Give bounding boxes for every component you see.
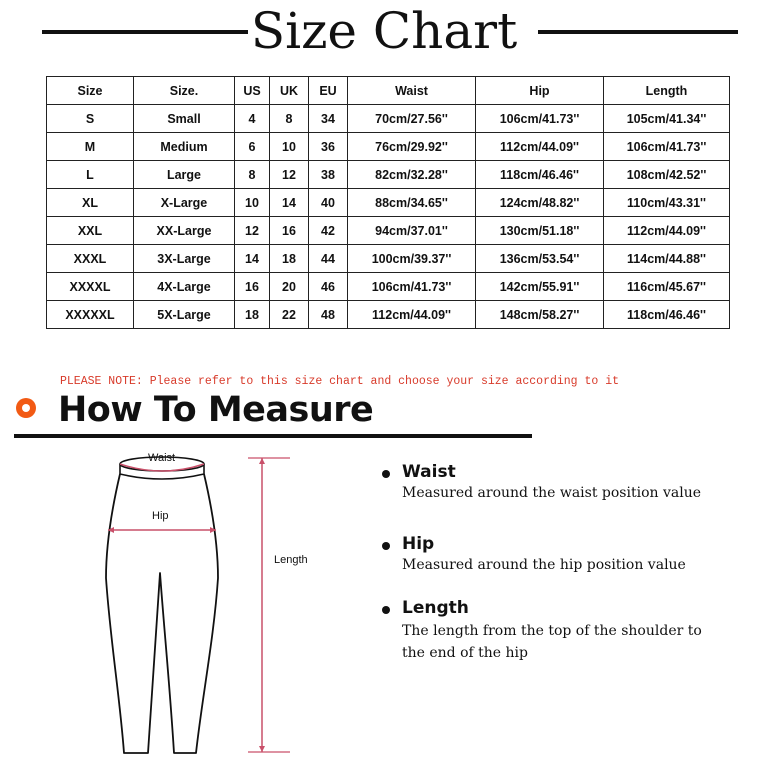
table-cell: X-Large	[134, 189, 235, 217]
table-cell: 108cm/42.52''	[604, 161, 730, 189]
table-cell: M	[47, 133, 134, 161]
measure-heading: Length	[402, 598, 469, 618]
table-cell: 82cm/32.28''	[348, 161, 476, 189]
table-cell: XL	[47, 189, 134, 217]
table-row	[47, 133, 730, 161]
table-cell: XXXXXL	[47, 301, 134, 329]
table-cell: 8	[235, 161, 270, 189]
table-cell: 94cm/37.01''	[348, 217, 476, 245]
table-cell: 70cm/27.56''	[348, 105, 476, 133]
column-header: UK	[270, 77, 309, 105]
size-note: PLEASE NOTE: Please refer to this size chart and choose your size according to it	[60, 375, 619, 388]
table-cell: 10	[270, 133, 309, 161]
table-cell: 18	[235, 301, 270, 329]
table-cell: Large	[134, 161, 235, 189]
table-cell: 106cm/41.73''	[476, 105, 604, 133]
table-cell: 8	[270, 105, 309, 133]
page-title: Size Chart	[250, 2, 518, 60]
table-cell: 40	[309, 189, 348, 217]
table-cell: 10	[235, 189, 270, 217]
table-cell: XXXL	[47, 245, 134, 273]
table-row	[47, 161, 730, 189]
table-cell: 12	[235, 217, 270, 245]
table-row	[47, 189, 730, 217]
how-to-measure-rule	[14, 434, 532, 438]
table-row	[47, 217, 730, 245]
diagram-label-waist: Waist	[148, 452, 176, 464]
table-cell: 106cm/41.73''	[604, 133, 730, 161]
table-cell: XXXXL	[47, 273, 134, 301]
column-header: Waist	[348, 77, 476, 105]
column-header: Size.	[134, 77, 235, 105]
diagram-label-length: Length	[274, 554, 308, 566]
table-cell: 88cm/34.65''	[348, 189, 476, 217]
table-cell: 16	[270, 217, 309, 245]
table-cell: 14	[270, 189, 309, 217]
table-cell: 118cm/46.46''	[604, 301, 730, 329]
table-cell: 46	[309, 273, 348, 301]
diagram-label-hip: Hip	[152, 510, 169, 522]
column-header: Size	[47, 77, 134, 105]
table-cell: 142cm/55.91''	[476, 273, 604, 301]
table-cell: 114cm/44.88''	[604, 245, 730, 273]
table-cell: S	[47, 105, 134, 133]
table-cell: 76cm/29.92''	[348, 133, 476, 161]
table-cell: 22	[270, 301, 309, 329]
table-cell: 36	[309, 133, 348, 161]
table-cell: 112cm/44.09''	[348, 301, 476, 329]
measure-text: Measured around the hip position value	[402, 557, 686, 573]
bullet-icon	[382, 542, 390, 550]
table-cell: 42	[309, 217, 348, 245]
measure-heading: Waist	[402, 462, 456, 482]
table-cell: 4	[235, 105, 270, 133]
table-cell: L	[47, 161, 134, 189]
orange-circle-icon	[16, 398, 36, 418]
table-cell: 34	[309, 105, 348, 133]
table-cell: 118cm/46.46''	[476, 161, 604, 189]
table-cell: 105cm/41.34''	[604, 105, 730, 133]
table-header-row	[47, 77, 730, 105]
table-cell: 136cm/53.54''	[476, 245, 604, 273]
table-cell: Medium	[134, 133, 235, 161]
measure-heading: Hip	[402, 534, 435, 554]
table-cell: XXL	[47, 217, 134, 245]
table-row	[47, 301, 730, 329]
table-cell: 38	[309, 161, 348, 189]
table-cell: 44	[309, 245, 348, 273]
size-chart-table	[46, 76, 730, 329]
table-cell: 20	[270, 273, 309, 301]
table-cell: 4X-Large	[134, 273, 235, 301]
table-cell: XX-Large	[134, 217, 235, 245]
leggings-outline-icon	[90, 448, 330, 768]
column-header: EU	[309, 77, 348, 105]
table-cell: 148cm/58.27''	[476, 301, 604, 329]
table-row	[47, 245, 730, 273]
table-cell: 130cm/51.18''	[476, 217, 604, 245]
table-cell: 16	[235, 273, 270, 301]
measure-text: the end of the hip	[402, 645, 528, 661]
table-row	[47, 273, 730, 301]
table-cell: 12	[270, 161, 309, 189]
table-cell: 18	[270, 245, 309, 273]
title-rule-right	[538, 30, 738, 34]
how-to-measure-title: How To Measure	[58, 390, 374, 430]
table-row	[47, 105, 730, 133]
table-cell: 112cm/44.09''	[604, 217, 730, 245]
table-cell: 106cm/41.73''	[348, 273, 476, 301]
table-cell: 124cm/48.82''	[476, 189, 604, 217]
table-cell: 48	[309, 301, 348, 329]
table-cell: 14	[235, 245, 270, 273]
table-cell: 110cm/43.31''	[604, 189, 730, 217]
measure-text: Measured around the waist position value	[402, 485, 702, 501]
column-header: Hip	[476, 77, 604, 105]
table-cell: Small	[134, 105, 235, 133]
table-cell: 5X-Large	[134, 301, 235, 329]
column-header: US	[235, 77, 270, 105]
table-cell: 112cm/44.09''	[476, 133, 604, 161]
column-header: Length	[604, 77, 730, 105]
bullet-icon	[382, 606, 390, 614]
leggings-diagram	[90, 448, 330, 768]
table-cell: 6	[235, 133, 270, 161]
bullet-icon	[382, 470, 390, 478]
table-cell: 116cm/45.67''	[604, 273, 730, 301]
measure-text: The length from the top of the shoulder to	[402, 623, 702, 639]
table-cell: 3X-Large	[134, 245, 235, 273]
table-cell: 100cm/39.37''	[348, 245, 476, 273]
